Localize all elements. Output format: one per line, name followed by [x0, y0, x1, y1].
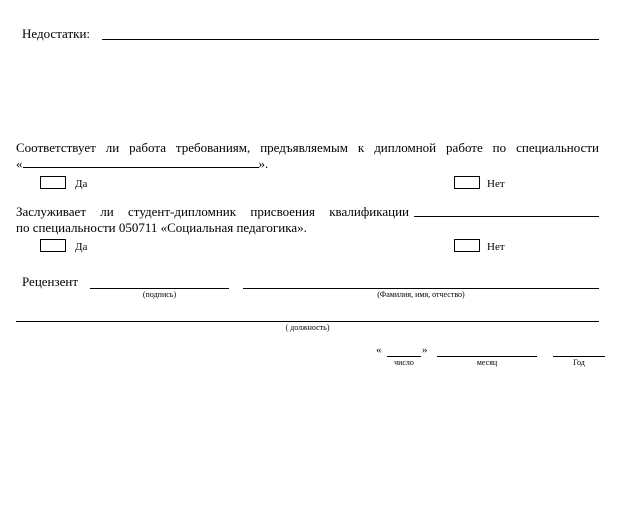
- signature-caption: (подпись): [142, 290, 177, 299]
- reviewer-label: Рецензент: [22, 274, 79, 289]
- quote-close: ».: [258, 156, 269, 171]
- compliance-no-label: Нет: [487, 178, 505, 190]
- day-line[interactable]: [387, 356, 421, 357]
- date-quote-close: »: [422, 344, 428, 356]
- compliance-yes-checkbox[interactable]: [40, 176, 66, 189]
- qualification-specialty: по специальности 050711 «Социальная педагогика».: [16, 220, 307, 235]
- month-caption: месяц: [476, 358, 498, 367]
- qualification-yes-label: Да: [75, 241, 88, 253]
- year-caption: Год: [573, 358, 585, 367]
- compliance-specialty-field: [16, 156, 268, 171]
- day-caption: число: [394, 358, 414, 367]
- deficiencies-label: Недостатки:: [22, 26, 91, 41]
- compliance-no-checkbox[interactable]: [454, 176, 480, 189]
- qualification-line[interactable]: [414, 216, 599, 217]
- qualification-no-checkbox[interactable]: [454, 239, 480, 252]
- qualification-yes-checkbox[interactable]: [40, 239, 66, 252]
- qualification-question: Заслуживает ли студент-дипломник присвоения квалификации: [16, 204, 409, 219]
- compliance-yes-label: Да: [75, 178, 88, 190]
- date-quote-open: «: [376, 344, 382, 356]
- deficiencies-line[interactable]: [102, 39, 599, 40]
- specialty-blank-line[interactable]: [23, 156, 259, 168]
- name-line[interactable]: [243, 288, 599, 289]
- month-line[interactable]: [437, 356, 537, 357]
- signature-line[interactable]: [90, 288, 229, 289]
- position-line[interactable]: [16, 321, 599, 322]
- quote-open: «: [16, 156, 23, 171]
- compliance-question: Соответствует ли работа требованиям, предъявляемым к дипломной работе по специальности: [16, 140, 599, 155]
- position-caption: ( должность): [285, 323, 330, 332]
- year-line[interactable]: [553, 356, 605, 357]
- name-caption: (Фамилия, имя, отчество): [377, 290, 465, 299]
- qualification-no-label: Нет: [487, 241, 505, 253]
